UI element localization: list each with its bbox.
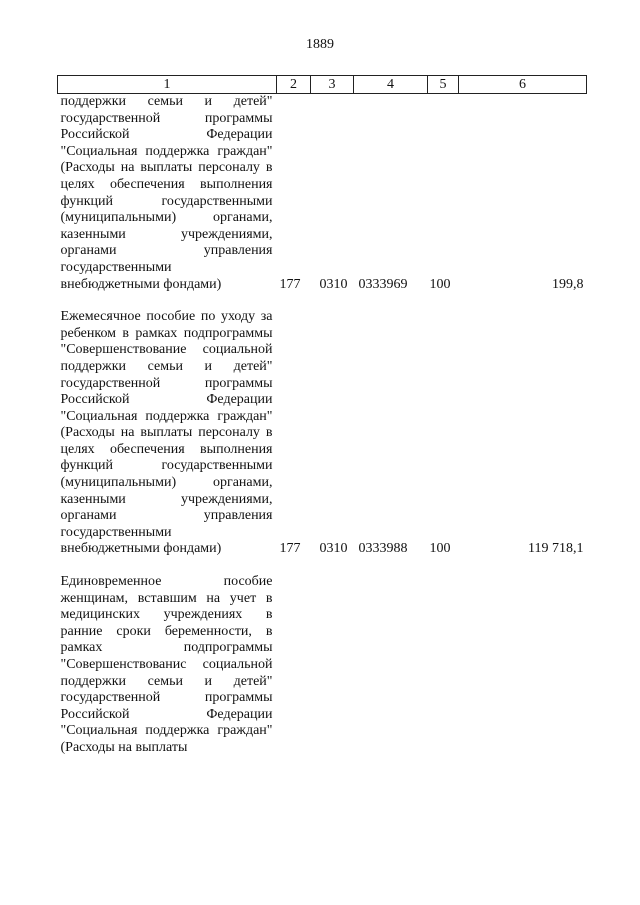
row-section-code <box>311 574 354 757</box>
column-header-5: 5 <box>428 76 459 94</box>
row-target-code: 0333988 <box>358 541 408 557</box>
column-header-1: 1 <box>58 76 277 94</box>
table-body <box>58 94 587 757</box>
row-amount: 119 718,1 <box>528 541 584 557</box>
budget-table <box>57 75 587 757</box>
page-number: 1889 <box>306 37 334 52</box>
row-description: поддержки семьи и детей" государственной программы Российской Федерации "Социальная поддержка граждан" (Расходы на выплаты персоналу в целях обеспечения выполнения функций государственными (муниципальными) органами, казенными учреждениями, органами управления государственными внебюджетными фондами) <box>60 94 273 292</box>
row-amount: 199,8 <box>552 276 584 292</box>
row-target-code: 0333969 <box>358 276 408 292</box>
row-ministry-code: 177 <box>279 276 301 292</box>
column-header-4: 4 <box>354 76 428 94</box>
row-expense-type <box>428 574 459 757</box>
header-row <box>58 76 587 94</box>
column-header-2: 2 <box>277 76 311 94</box>
row-ministry-code <box>277 574 311 757</box>
row-amount <box>459 574 587 757</box>
table-row <box>58 574 587 757</box>
row-section-code: 0310 <box>319 276 348 292</box>
row-target-code <box>354 574 428 757</box>
column-header-3: 3 <box>311 76 354 94</box>
row-description: Ежемесячное пособие по уходу за ребенком в рамках подпрограммы "Совершенствование социальной поддержки семьи и детей" государственной программы Российской Федерации "Социальная поддержка граждан" (Расходы на выплаты персоналу в целях обеспечения выполнения функций государственными (муниципальными) органами, казенными учреждениями, органами управления государственными внебюджетными фондами) <box>60 309 273 557</box>
row-expense-type: 100 <box>429 276 451 292</box>
table-row <box>58 309 587 574</box>
table-row <box>58 94 587 310</box>
row-description: Единовременное пособие женщинам, вставшим на учет в медицинских учреждениях в ранние сроки беременности, в рамках подпрограммы "Совершенствованис социальной поддержки семьи и детей" государственной программы Российской Федерации "Социальная поддержка граждан" (Расходы на выплаты <box>60 574 273 755</box>
row-section-code: 0310 <box>319 541 348 557</box>
row-expense-type: 100 <box>429 541 451 557</box>
row-ministry-code: 177 <box>279 541 301 557</box>
column-header-6: 6 <box>459 76 587 94</box>
table-header <box>58 76 587 94</box>
